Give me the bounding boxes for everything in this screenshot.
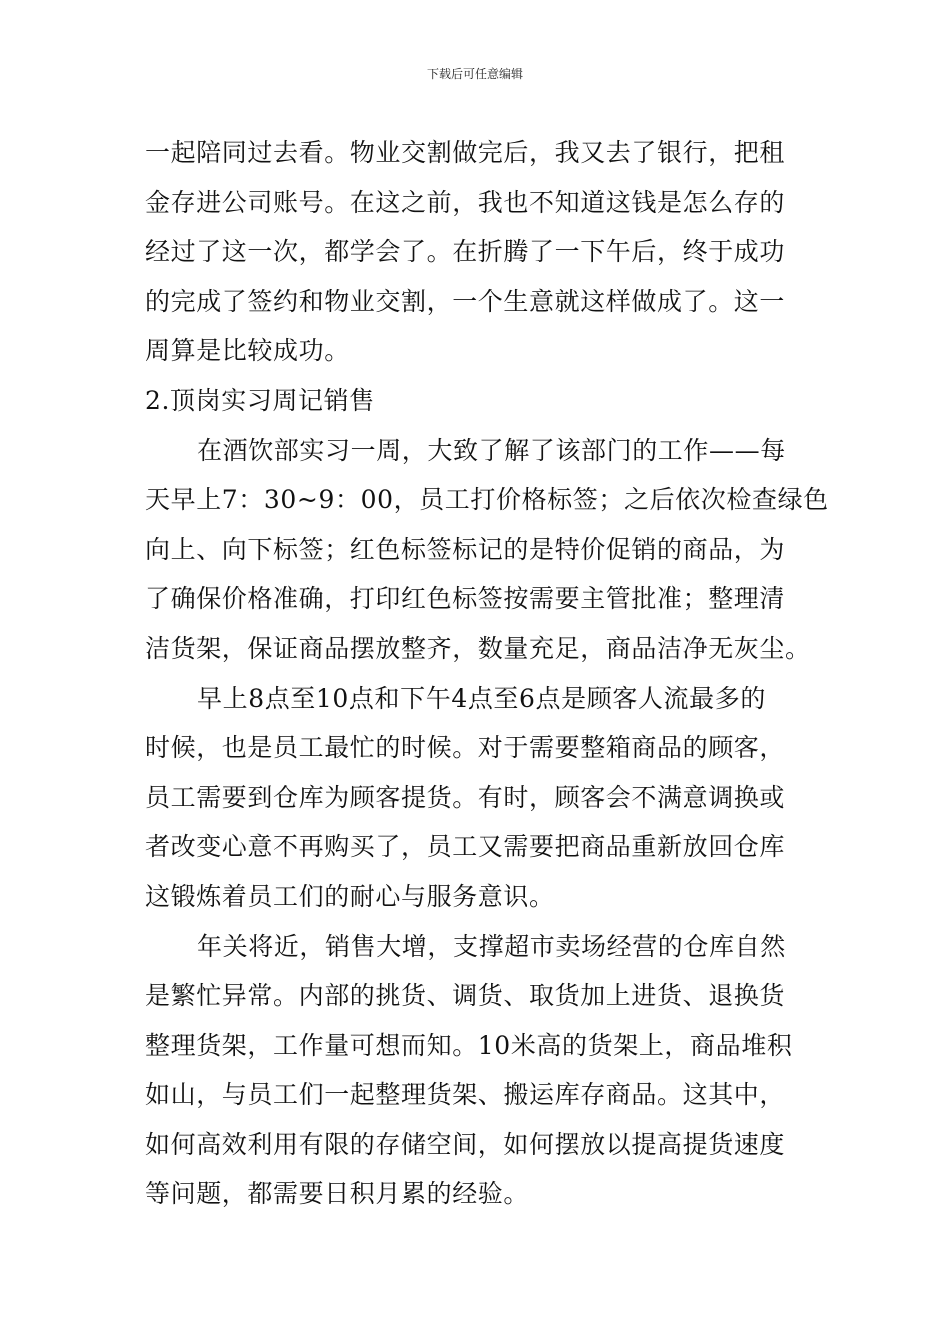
text-line: 天早上7：30~9：00，员工打价格标签；之后依次检查绿色 (145, 485, 829, 515)
text-line: 如山，与员工们一起整理货架、搬运库存商品。这其中， (145, 1080, 786, 1110)
text-line: 是繁忙异常。内部的挑货、调货、取货加上进货、退换货 (145, 981, 786, 1011)
text-line: 时候，也是员工最忙的时候。对于需要整箱商品的顾客， (145, 733, 786, 763)
text-line: 者改变心意不再购买了，员工又需要把商品重新放回仓库 (145, 832, 786, 862)
text-line: 的完成了签约和物业交割，一个生意就这样做成了。这一 (145, 286, 786, 316)
text-line: 这锻炼着员工们的耐心与服务意识。 (145, 881, 555, 911)
header-note: 下载后可任意编辑 (426, 67, 523, 81)
text-line: 等问题，都需要日积月累的经验。 (145, 1179, 530, 1209)
text-line: 了确保价格准确，打印红色标签按需要主管批准；整理清 (145, 584, 786, 614)
text-line: 整理货架，工作量可想而知。10米高的货架上，商品堆积 (145, 1030, 793, 1060)
text-line: 早上8点至10点和下午4点至6点是顾客人流最多的 (197, 683, 766, 713)
text-line: 年关将近，销售大增，支撑超市卖场经营的仓库自然 (197, 931, 786, 961)
text-line: 2.顶岗实习周记销售 (145, 385, 375, 415)
text-line: 在酒饮部实习一周，大致了解了该部门的工作——每 (197, 435, 786, 465)
text-line: 一起陪同过去看。物业交割做完后，我又去了银行，把租 (145, 138, 786, 167)
text-line: 周算是比较成功。 (145, 336, 350, 366)
document-body (145, 128, 829, 1219)
text-line: 金存进公司账号。在这之前，我也不知道这钱是怎么存的 (145, 187, 786, 217)
text-line: 经过了这一次，都学会了。在折腾了一下午后，终于成功 (145, 237, 786, 267)
text-line: 向上、向下标签；红色标签标记的是特价促销的商品，为 (145, 534, 786, 564)
text-line: 洁货架，保证商品摆放整齐，数量充足，商品洁净无灰尘。 (145, 633, 811, 663)
text-line: 如何高效利用有限的存储空间，如何摆放以提高提货速度 (145, 1129, 786, 1159)
text-line: 员工需要到仓库为顾客提货。有时，顾客会不满意调换或 (145, 782, 786, 812)
